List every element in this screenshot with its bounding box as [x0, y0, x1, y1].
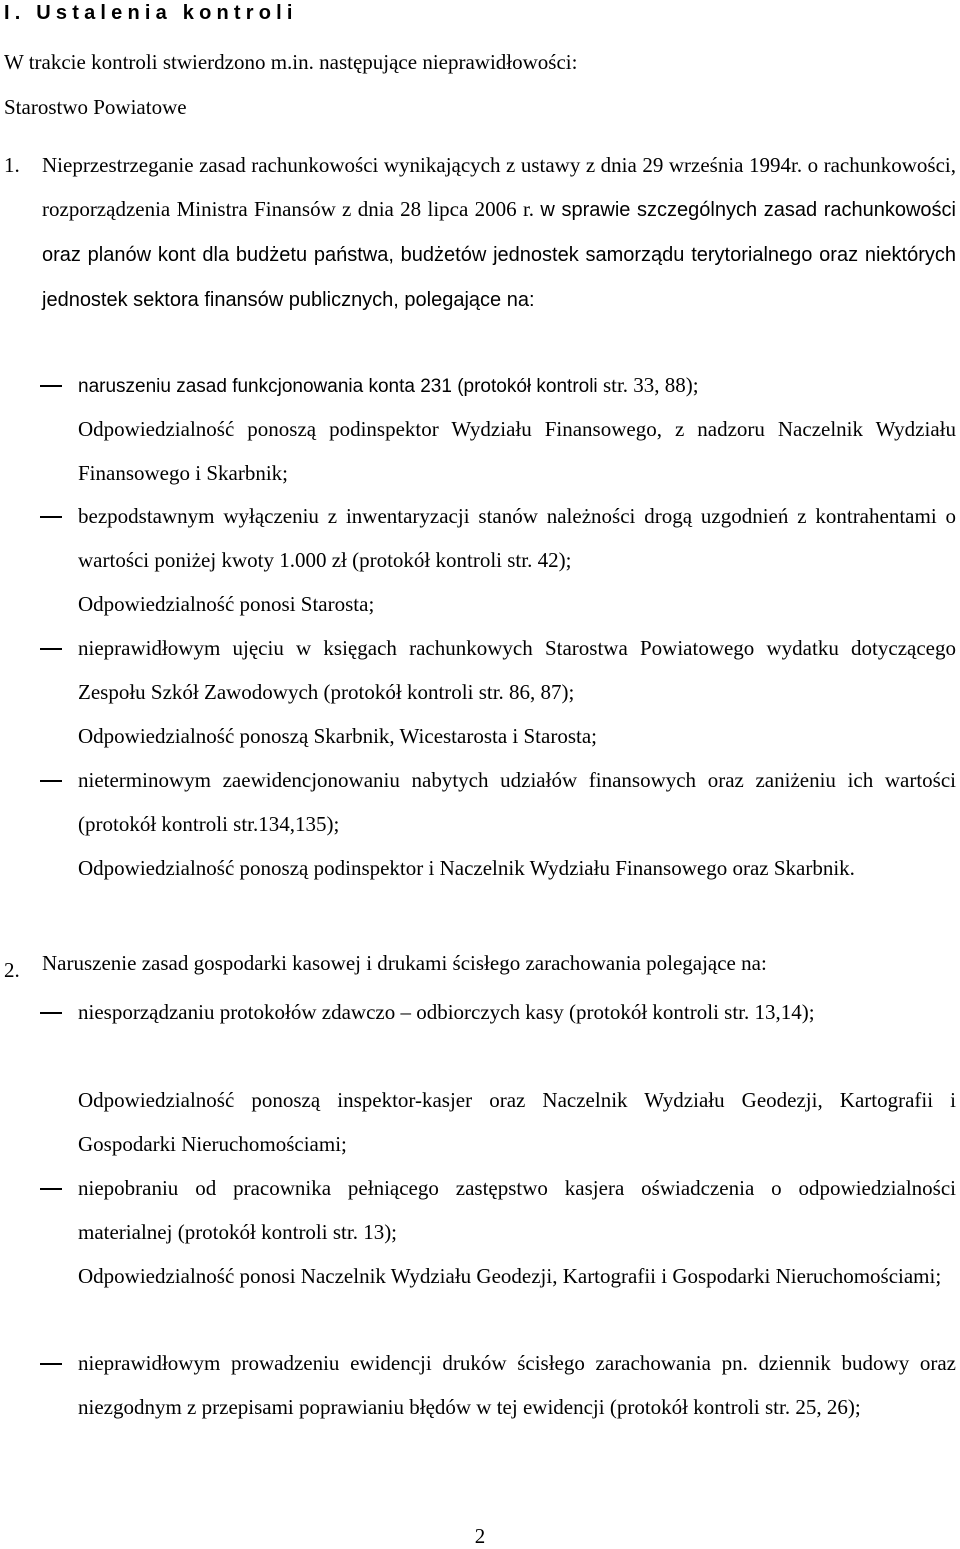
page-number: 2 — [474, 1524, 486, 1548]
finding-text-part: str. 33, 88); — [602, 373, 699, 397]
dash-bullet — [40, 385, 62, 387]
finding-text: nieprawidłowym prowadzeniu ewidencji druków ścisłego zarachowania pn. dziennik budowy oraz niezgodnym z przepisami poprawianiu błędów w tej ewidencji (protokół kontroli str. 25, 26); — [78, 1351, 956, 1419]
finding-text — [78, 363, 956, 409]
dash-bullet — [40, 648, 62, 650]
responsibility-text: Odpowiedzialność ponosi Naczelnik Wydziału Geodezji, Kartografii i Gospodarki Nieruchomościami; — [78, 1264, 942, 1288]
item-text-part: w sprawie szczególnych zasad rachunkowości oraz planów kont dla budżetu państwa, budżetów jednostek samorządu terytorialnego oraz niektórych jednostek sektora finansów publicznych, polegające na: — [42, 199, 956, 311]
item-number: 2. — [4, 958, 20, 982]
finding-text: nieprawidłowym ujęciu w księgach rachunkowych Starostwa Powiatowego wydatku dotyczącego Zespołu Szkół Zawodowych (protokół kontroli str. 86, 87); — [78, 636, 956, 704]
dash-bullet — [40, 1188, 62, 1190]
finding-text: niepobraniu od pracownika pełniącego zastępstwo kasjera oświadczenia o odpowiedzialności materialnej (protokół kontroli str. 13); — [78, 1176, 956, 1244]
dash-bullet — [40, 516, 62, 518]
section-title: I. Ustalenia kontroli — [4, 2, 298, 24]
responsibility-text: Odpowiedzialność ponoszą inspektor-kasjer oraz Naczelnik Wydziału Geodezji, Kartografii i Gospodarki Nieruchomościami; — [78, 1088, 956, 1156]
responsibility-text: Odpowiedzialność ponoszą Skarbnik, Wicestarosta i Starosta; — [78, 724, 597, 748]
finding-text: nieterminowym zaewidencjonowaniu nabytych udziałów finansowych oraz zaniżeniu ich wartości (protokół kontroli str.134,135); — [78, 768, 956, 836]
finding-text: bezpodstawnym wyłączeniu z inwentaryzacji stanów należności drogą uzgodnień z kontrahentami o wartości poniżej kwoty 1.000 zł (protokół kontroli str. 42); — [78, 504, 956, 572]
responsibility-text: Odpowiedzialność ponoszą podinspektor i Naczelnik Wydziału Finansowego oraz Skarbnik. — [78, 856, 855, 880]
dash-bullet — [40, 1363, 62, 1365]
responsibility-text: Odpowiedzialność ponoszą podinspektor Wydziału Finansowego, z nadzoru Naczelnik Wydziału Finansowego i Skarbnik; — [78, 417, 956, 485]
item-text — [42, 143, 956, 322]
dash-bullet — [40, 780, 62, 782]
responsibility-text: Odpowiedzialność ponosi Starosta; — [78, 592, 375, 616]
office-name: Starostwo Powiatowe — [4, 95, 187, 119]
item-text: Naruszenie zasad gospodarki kasowej i drukami ścisłego zarachowania polegające na: — [42, 951, 767, 975]
finding-text-part: naruszeniu zasad funkcjonowania konta 231 (protokół kontroli — [78, 376, 598, 397]
item-number: 1. — [4, 153, 20, 177]
dash-bullet — [40, 1012, 62, 1014]
item-text-part: Nieprzestrzeganie zasad rachunkowości wynikających z ustawy z dnia 29 września 1994r. o rachunkowości, rozporządzenia Ministra Finansów z dnia 28 lipca 2006 r. — [42, 153, 956, 221]
intro-text: W trakcie kontroli stwierdzono m.in. następujące nieprawidłowości: — [4, 50, 578, 74]
finding-text: niesporządzaniu protokołów zdawczo – odbiorczych kasy (protokół kontroli str. 13,14); — [78, 1000, 815, 1024]
